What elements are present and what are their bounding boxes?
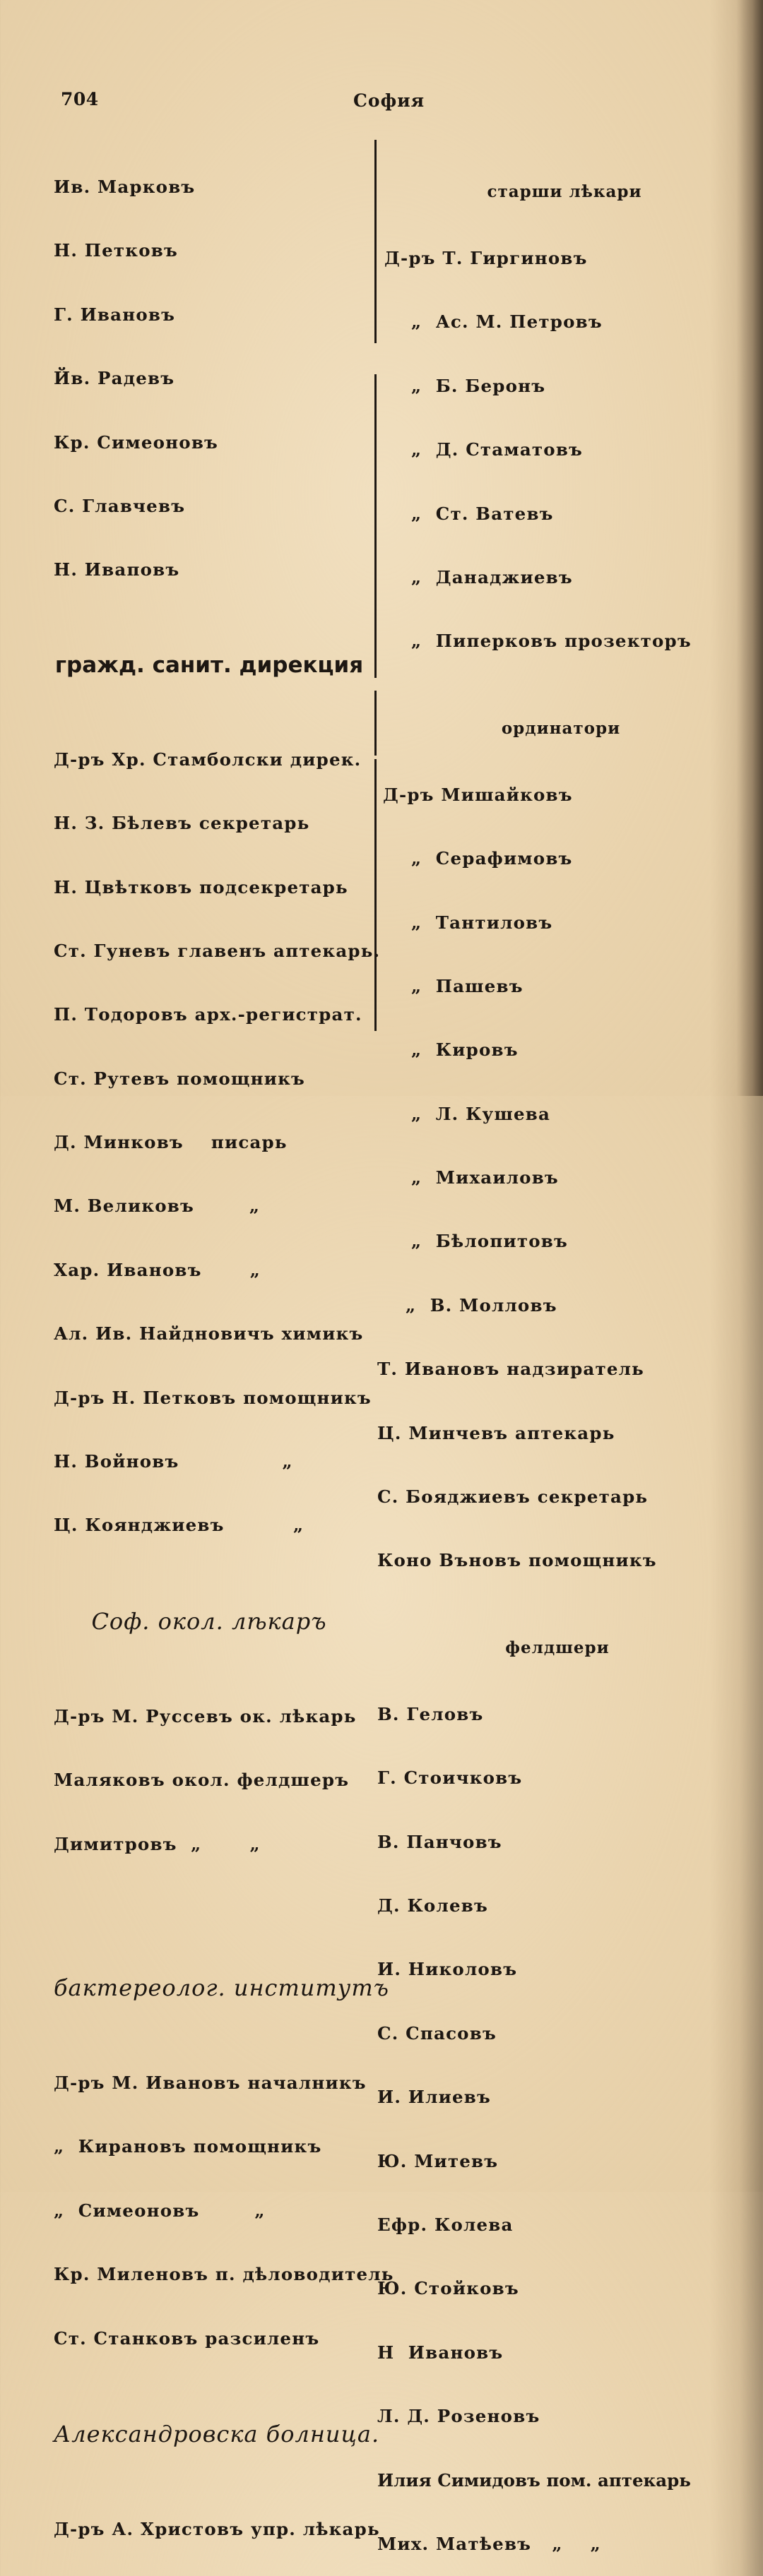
- list-item: Г. Стоичковъ: [377, 1767, 523, 1789]
- list-item: „ Бѣлопитовъ: [411, 1231, 568, 1252]
- list-item: Ю. Митевъ: [377, 2150, 499, 2171]
- entry-role: помощникъ: [243, 1387, 372, 1408]
- list-item: Г. Ивановъ: [54, 304, 176, 325]
- list-item: [54, 1259, 365, 1282]
- entry-name: Н. З. Бѣлевъ: [54, 813, 193, 834]
- entry-role: „: [249, 1259, 261, 1280]
- list-item: Коно Въновъ помощникъ: [377, 1550, 657, 1571]
- entry-name: „ Симеоновъ: [54, 2200, 200, 2221]
- column-divider: [374, 759, 377, 1031]
- entry-role: „: [282, 1451, 293, 1472]
- column-divider: [374, 140, 377, 343]
- section-heading: фелдшери: [505, 1638, 610, 1657]
- right-column: [377, 137, 692, 2576]
- list-item: [54, 1833, 365, 1856]
- section-heading: бактереолог. институтъ: [54, 1974, 389, 2001]
- entry-name: Ст. Гуневъ: [54, 940, 171, 961]
- list-item: [54, 2072, 365, 2094]
- entry-name: М. Великовъ: [54, 1195, 194, 1217]
- list-item: [54, 2518, 380, 2541]
- list-item: „ Ас. М. Петровъ: [411, 311, 603, 333]
- entry-name: Д-ръ А. Христовъ: [54, 2518, 244, 2539]
- entry-name: Д-ръ Н. Петковъ: [54, 1387, 237, 1408]
- list-item: „ Ст. Ватевъ: [411, 503, 554, 524]
- section-heading: гражд. санит. дирекция: [54, 652, 364, 678]
- list-item: „ Кировъ: [411, 1039, 519, 1061]
- entry-name: Кр. Миленовъ: [54, 2264, 209, 2285]
- list-item: Д-ръ Мишайковъ: [383, 784, 573, 805]
- list-item: „ Д. Стаматовъ: [411, 439, 584, 460]
- list-item: Кр. Симеоновъ: [54, 431, 219, 453]
- list-item: „ Б. Беронъ: [411, 375, 546, 396]
- entry-name: Д. Минковъ: [54, 1132, 184, 1153]
- list-item: В. Панчовъ: [377, 1831, 502, 1852]
- entry-name: Н. Войновъ: [54, 1451, 179, 1472]
- list-item: Л. Д. Розеновъ: [377, 2406, 540, 2427]
- list-item: [54, 1323, 365, 1345]
- entry-role: подсекретарь: [199, 876, 348, 898]
- section-heading: ординатори: [501, 718, 621, 738]
- entry-role: главенъ аптекарь.: [177, 940, 381, 961]
- list-item: Н. Петковъ: [54, 240, 178, 261]
- list-item: [54, 876, 365, 899]
- list-item: [54, 1450, 365, 1473]
- list-item: „ В. Молловъ: [406, 1294, 557, 1316]
- list-item: „ Пашевъ: [411, 975, 524, 996]
- entry-name: Хар. Ивановъ: [54, 1259, 202, 1280]
- entry-name: Д-ръ М. Ивановъ: [54, 2072, 241, 2093]
- entry-name: Ал. Ив. Найдновичъ: [54, 1323, 275, 1344]
- list-item: Д. Колевъ: [377, 1895, 488, 1916]
- entry-role: помощникъ: [193, 2136, 322, 2157]
- list-item: Илия Симидовъ пом. аптекарь: [377, 2469, 691, 2491]
- entry-role: „ „: [191, 1833, 261, 1854]
- list-item: Ив. Марковъ: [54, 177, 196, 197]
- section-heading: Александровска болница.: [54, 2420, 380, 2447]
- list-item: [54, 812, 365, 835]
- list-item: „ Серафимовъ: [411, 848, 573, 869]
- entry-role: дирек.: [290, 749, 362, 770]
- section-heading: Соф. окол. лѣкаръ: [91, 1607, 327, 1635]
- entry-name: „ Кирановъ: [54, 2136, 187, 2157]
- list-item: [54, 2327, 365, 2350]
- entry-role: „: [292, 1515, 304, 1536]
- list-item: С. Спасовъ: [377, 2022, 497, 2044]
- list-item: Н Ивановъ: [377, 2342, 504, 2363]
- list-item: „ Михаиловъ: [411, 1167, 559, 1188]
- entry-role: помощникъ: [177, 1068, 305, 1089]
- list-item: [54, 1514, 365, 1537]
- page-edge-shadow: [736, 0, 763, 1096]
- list-item: [54, 2263, 394, 2286]
- list-item: [54, 1705, 365, 1728]
- entry-role: п. дѣловодитель: [215, 2264, 394, 2285]
- list-item: [54, 1003, 365, 1026]
- entry-role: разсиленъ: [205, 2327, 320, 2349]
- entry-role: секретарь: [199, 813, 310, 834]
- entry-name: Д-ръ Хр. Стамболски: [54, 749, 283, 770]
- list-item: Ефр. Колева: [377, 2214, 514, 2235]
- list-item: И. Илиевъ: [377, 2087, 492, 2108]
- entry-role: химикъ: [281, 1323, 364, 1344]
- section-heading: старши лѣкари: [487, 182, 642, 201]
- list-item: [54, 2200, 365, 2222]
- list-item: Ц. Минчевъ аптекарь: [377, 1422, 615, 1443]
- entry-name: Димитровъ: [54, 1833, 177, 1854]
- entry-role: „: [254, 2200, 266, 2221]
- list-item: [54, 2135, 365, 2158]
- entry-role: упр. лѣкарь: [250, 2518, 380, 2539]
- entry-name: Ст. Рутевъ: [54, 1068, 170, 1089]
- list-item: [54, 749, 365, 771]
- page-title: София: [353, 90, 425, 111]
- list-item: [54, 940, 381, 962]
- list-item: [54, 1131, 365, 1154]
- entry-name: Маляковъ: [54, 1770, 165, 1791]
- list-item: Ю. Стойковъ: [377, 2278, 519, 2299]
- entry-role: писарь: [211, 1132, 288, 1153]
- list-item: [54, 1195, 365, 1217]
- entry-name: Ц. Коянджиевъ: [54, 1515, 225, 1536]
- list-item: „ Пиперковъ прозекторъ: [411, 631, 692, 652]
- list-item: С. Главчевъ: [54, 495, 186, 516]
- list-item: Д-ръ Т. Гиргиновъ: [384, 248, 588, 268]
- column-divider: [374, 374, 377, 678]
- list-item: Н. Иваповъ: [54, 559, 180, 580]
- list-item: Йв. Радевъ: [54, 368, 175, 389]
- page-number: 704: [61, 89, 99, 109]
- entry-role: началникъ: [247, 2072, 367, 2093]
- list-item: „ Данаджиевъ: [411, 566, 573, 588]
- entry-role: „: [249, 1195, 261, 1217]
- list-item: „ Тантиловъ: [411, 912, 553, 933]
- entry-role: окол. фелдшеръ: [172, 1770, 350, 1791]
- entry-name: Д-ръ М. Руссевъ: [54, 1705, 233, 1727]
- entry-name: Ст. Станковъ: [54, 2327, 199, 2349]
- list-item: С. Бояджиевъ секретарь: [377, 1486, 649, 1508]
- list-item: Т. Ивановъ надзиратель: [377, 1359, 644, 1380]
- list-item: Мих. Матѣевъ „ „: [377, 2533, 601, 2554]
- list-item: „ Л. Кушева: [411, 1103, 551, 1124]
- list-item: И. Николовъ: [377, 1959, 518, 1980]
- entry-role: арх.-регистрат.: [194, 1004, 362, 1025]
- entry-name: П. Тодоровъ: [54, 1004, 188, 1025]
- entry-name: Н. Цвѣтковъ: [54, 876, 193, 898]
- list-item: [54, 1068, 365, 1090]
- list-item: В. Геловъ: [377, 1703, 484, 1724]
- column-divider: [374, 691, 377, 756]
- list-item: [54, 1387, 372, 1409]
- entry-role: ок. лѣкарь: [239, 1705, 357, 1727]
- left-column: [54, 135, 394, 2561]
- list-item: [54, 1769, 365, 1791]
